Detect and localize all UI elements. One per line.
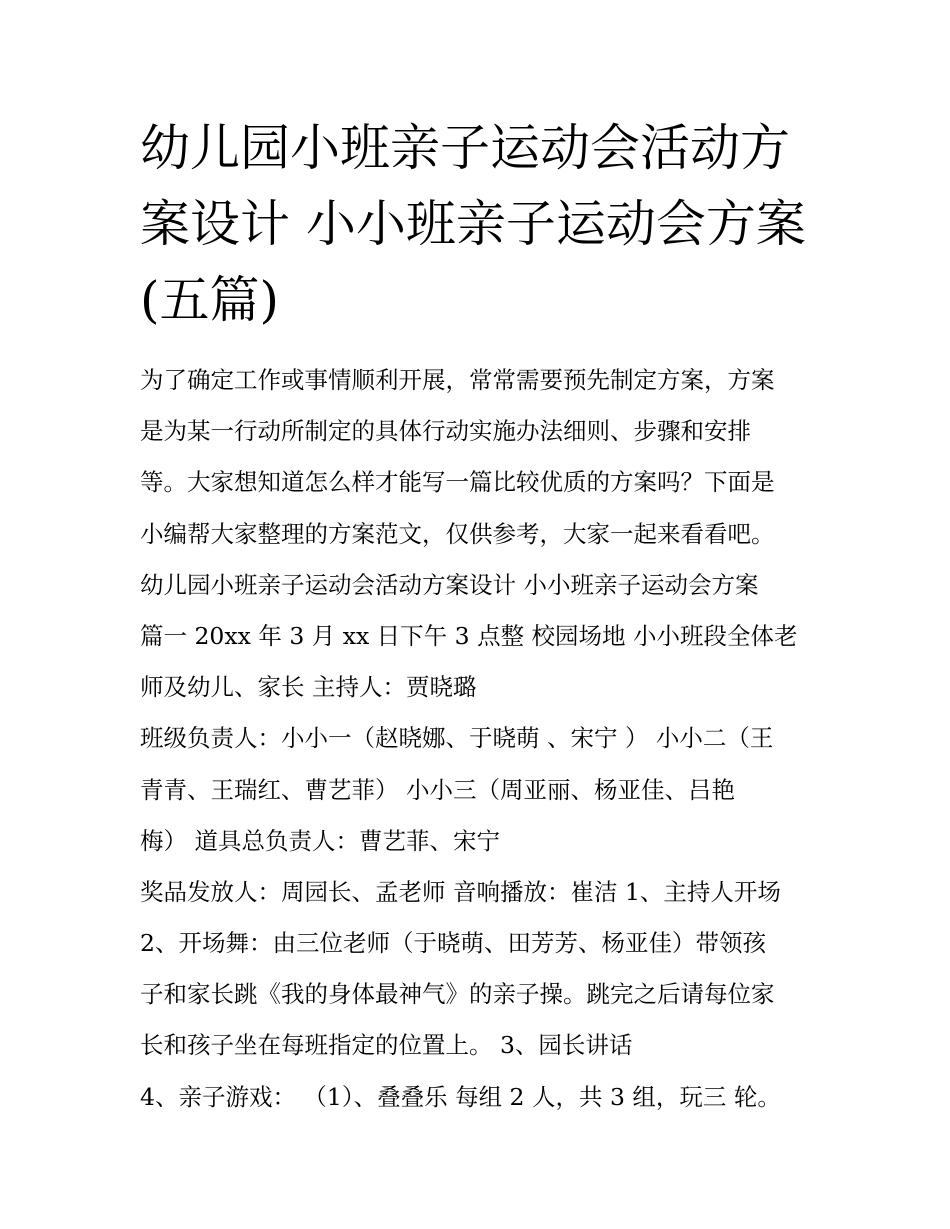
body-line: 奖品发放人：周园长、孟老师 音响播放：崔洁 1、主持人开场 (140, 877, 781, 906)
body-line: 小编帮大家整理的方案范文，仅供参考，大家一起来看看吧。 (140, 519, 775, 548)
title-line: 案设计 小小班亲子运动会方案 (140, 195, 806, 253)
body-line: 4、亲子游戏： （1）、叠叠乐 每组 2 人，共 3 组，玩三 轮。 (140, 1082, 781, 1111)
title-line: 幼儿园小班亲子运动会活动方 (140, 119, 790, 177)
document-title (140, 110, 820, 338)
body-line: 等。大家想知道怎么样才能写一篇比较优质的方案吗？下面是 (140, 468, 775, 497)
body-line: 青青、王瑞红、曹艺菲） 小小三（周亚丽、杨亚佳、吕艳 (140, 775, 735, 804)
body-line: 师及幼儿、家长 主持人：贾晓璐 (140, 673, 477, 702)
title-line: (五篇) (140, 271, 280, 329)
body-line: 班级负责人：小小一（赵晓娜、于晓萌 、宋宁 ） 小小二（王 (140, 724, 774, 753)
document-body (140, 355, 830, 1123)
body-line: 梅） 道具总负责人：曹艺菲、宋宁 (140, 826, 500, 855)
body-line: 篇一 20xx 年 3 月 xx 日下午 3 点整 校园场地 小小班段全体老 (140, 621, 798, 650)
body-line: 是为某一行动所制定的具体行动实施办法细则、步骤和安排 (140, 417, 751, 446)
body-line: 长和孩子坐在每班指定的位置上。 3、园长讲话 (140, 1031, 633, 1060)
body-line: 2、开场舞：由三位老师（于晓萌、田芳芳、杨亚佳）带领孩 (140, 929, 766, 958)
body-line: 子和家长跳《我的身体最神气》的亲子操。跳完之后请每位家 (140, 980, 775, 1009)
body-line: 幼儿园小班亲子运动会活动方案设计 小小班亲子运动会方案 (140, 570, 759, 599)
body-line: 为了确定工作或事情顺利开展，常常需要预先制定方案，方案 (140, 366, 775, 394)
